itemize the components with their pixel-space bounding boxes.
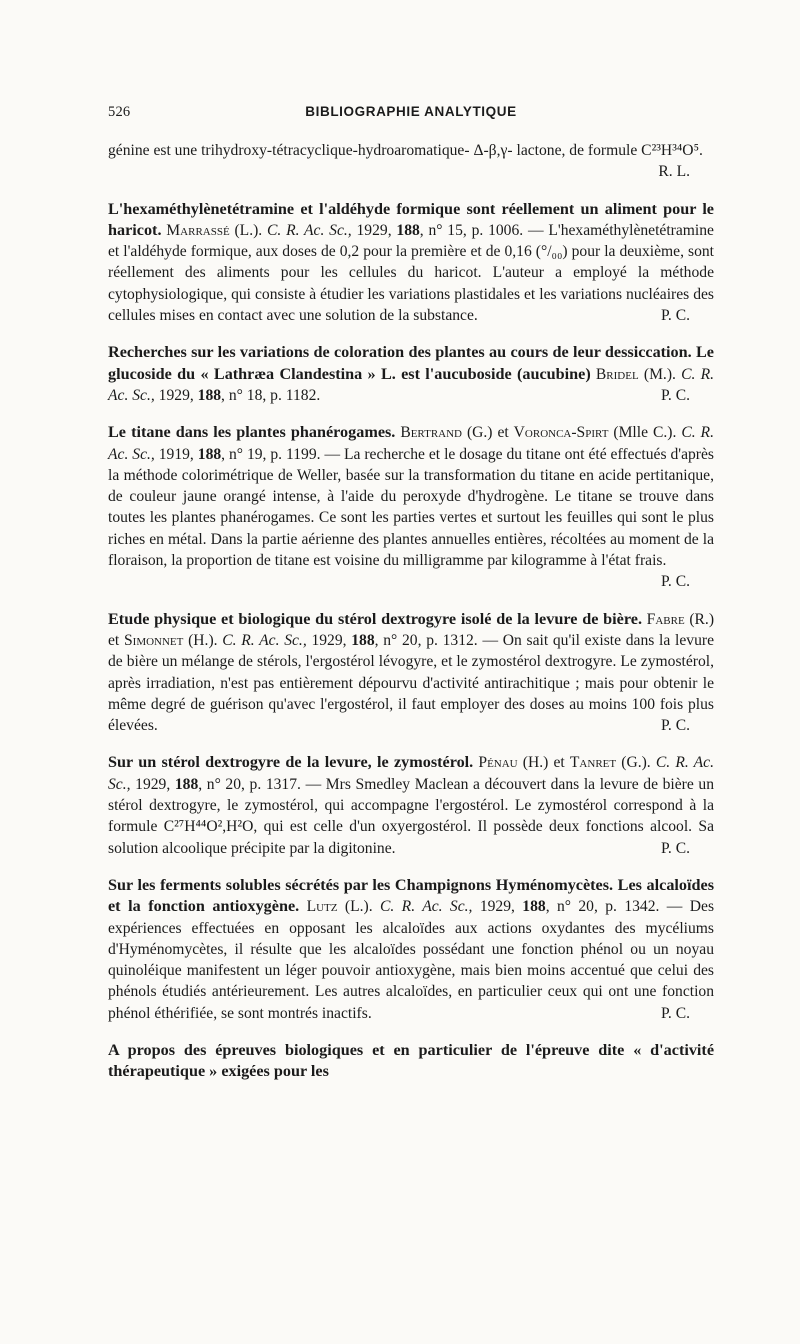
citation-pages: , n° 20, p. 1342. <box>545 898 660 916</box>
citation-volume: 188 <box>351 631 375 649</box>
signature: P. C. <box>660 573 690 591</box>
signature: P. C. <box>660 307 690 325</box>
signature: P. C. <box>660 717 690 735</box>
citation-year: 1929, <box>311 631 352 649</box>
citation-pages: , n° 20, p. 1312. <box>374 631 478 649</box>
citation-volume: 188 <box>197 445 222 463</box>
author-initials: (Mlle C.). <box>613 424 677 442</box>
abstract-entry <box>108 199 714 327</box>
citation-journal: C. R. Ac. Sc., <box>222 631 307 649</box>
abstract-entry <box>108 875 714 1024</box>
abstract-entry <box>108 422 714 592</box>
author-initials: (R.) et <box>108 610 715 649</box>
entry-title: Recherches sur les variations de coloration des plantes au cours de leur dessiccation. Le glucoside du « Lathræa Clandestina » L. est l'aucuboside (aucubine) <box>108 343 714 383</box>
citation-volume: 188 <box>396 221 420 239</box>
abstract-entry <box>108 140 714 183</box>
author-name: Tanret <box>569 754 617 772</box>
abstract-entry <box>108 342 714 406</box>
abstract-entry <box>108 1040 714 1083</box>
entry-title: Sur un stérol dextrogyre de la levure, le zymostérol. <box>108 753 474 772</box>
entry-title: A propos des épreuves biologiques et en particulier de l'épreuve dite « d'activité thérapeutique » exigées pour les <box>108 1040 714 1081</box>
citation-pages: , n° 20, p. 1317. <box>198 775 301 793</box>
citation-journal: C. R. Ac. Sc., <box>380 898 473 916</box>
citation-year: 1929, <box>479 898 523 916</box>
author-name: Lutz <box>306 898 338 916</box>
author-name: Simonnet <box>123 631 184 649</box>
author-name: Bertrand <box>400 424 462 442</box>
abstract-text: — Mrs Smedley Maclean a découvert dans la levure de bière un stérol dextrogyre, le zymostérol, qui accompagne l'ergostérol. Le zymostérol correspond à la formule C²⁷H⁴⁴O²,H²O, qui est celle d'un oxyergostérol. Il possède deux fonctions alcool. Sa solution alcoolique précipite par la digitonine. <box>108 775 715 857</box>
author-name: Fabre <box>646 610 685 628</box>
citation-journal: C. R. Ac. Sc., <box>108 754 714 793</box>
abstract-text: — Des expériences effectuées en opposant les alcaloïdes aux actions oxydantes des mycéliums d'Hyménomycètes, il résulte que les alcaloïdes possédant une fonction phénol ou un noyau quinoléique manifestent un léger pouvoir antioxygène, mais bien moins accentué que celui des phénols étudiés antérieurement. Les autres alcaloïdes, en particulier ceux qui ont une fonction phénol éthérifiée, se sont montrés inactifs. <box>108 898 715 1022</box>
author-name: Marrassé <box>166 221 230 239</box>
author-name: Pénau <box>478 754 518 772</box>
abstract-text: — L'hexaméthylènetétramine et l'aldéhyde formique, aux doses de 0,2 pour la première et de 0,16 (°/₀₀) pour la deuxième, sont réellement des aliments pour les cellules du haricot. L'auteur a employé la méthode cytophysiologique, qui consiste à étudier les variations plastidales et les variations nucléaires des cellules mises en contact avec une solution de la substance. <box>108 221 714 325</box>
citation-year: 1929, <box>135 775 175 793</box>
signature: R. L. <box>658 163 690 181</box>
entry-title: Sur les ferments solubles sécrétés par les Champignons Hyménomycètes. Les alcaloïdes et la fonction antioxygène. <box>108 875 714 916</box>
signature: P. C. <box>660 1004 690 1022</box>
author-initials: (L.). <box>234 221 263 239</box>
page-body <box>108 140 714 1099</box>
abstract-entry <box>108 752 714 858</box>
citation-pages: , n° 19, p. 1199. <box>221 445 321 463</box>
citation-journal: C. R. Ac. Sc., <box>108 365 714 404</box>
citation-journal: C. R. Ac. Sc., <box>267 221 352 239</box>
abstract-text: génine est une trihydroxy-tétracyclique-hydroaromatique- Δ-β,γ- lactone, de formule C²³H³⁴O⁵. <box>108 142 703 159</box>
citation-journal: C. R. Ac. Sc., <box>108 424 714 463</box>
signature: P. C. <box>660 386 690 404</box>
entry-title: L'hexaméthylènetétramine et l'aldéhyde formique sont réellement un aliment pour le haricot. <box>108 199 714 239</box>
abstract-text: — On sait qu'il existe dans la levure de bière un mélange de stérols, l'ergostérol lévogyre, et le zymostérol dextrogyre. Le zymostérol, après irradiation, n'est pas entièrement dépourvu d'activité antirachitique ; mais pour obtenir le même degré de guérison qu'avec l'ergostérol, il faut employer des doses au moins 100 fois plus élevées. <box>108 631 714 735</box>
citation-year: 1929, <box>158 386 198 404</box>
citation-year: 1919, <box>158 445 198 463</box>
author-initials: (H.). <box>188 631 218 649</box>
running-title: BIBLIOGRAPHIE ANALYTIQUE <box>305 104 517 119</box>
page-number: 526 <box>108 104 131 120</box>
page-header <box>108 104 714 126</box>
entry-title: Le titane dans les plantes phanérogames. <box>108 423 396 442</box>
citation-volume: 188 <box>522 898 546 916</box>
author-initials: (M.). <box>643 365 676 383</box>
author-initials: (L.). <box>344 898 373 916</box>
citation-volume: 188 <box>197 386 222 404</box>
citation-year: 1929, <box>356 221 397 239</box>
author-initials: (G.) et <box>466 424 509 442</box>
abstract-text: — La recherche et le dosage du titane ont été effectués d'après la méthode colorimétrique de Weller, basée sur la transformation du titane en acide pertitanique, de couleur jaune orangé intense, à l'aide du peroxyde d'hydrogène. Le titane se trouve dans toutes les plantes phanérogames. Ce sont les parties vertes et surtout les feuilles qui sont le plus riches en métal. Dans la partie aérienne des plantes annuelles entières, récoltées au moment de la floraison, la proportion de titane est voisine du milligramme par kilogramme à l'état frais. <box>108 445 714 570</box>
entry-title: Etude physique et biologique du stérol dextrogyre isolé de la levure de bière. <box>108 609 642 628</box>
author-initials: (G.). <box>621 754 651 772</box>
author-initials: (H.) et <box>522 754 565 772</box>
author-name: Bridel <box>595 365 639 383</box>
citation-pages: , n° 18, p. 1182. <box>221 386 321 404</box>
citation-pages: , n° 15, p. 1006. <box>419 221 524 239</box>
citation-volume: 188 <box>174 775 199 793</box>
author-name: Voronca-Spirt <box>513 424 609 442</box>
abstract-entry <box>108 609 714 737</box>
signature: P. C. <box>660 839 690 857</box>
